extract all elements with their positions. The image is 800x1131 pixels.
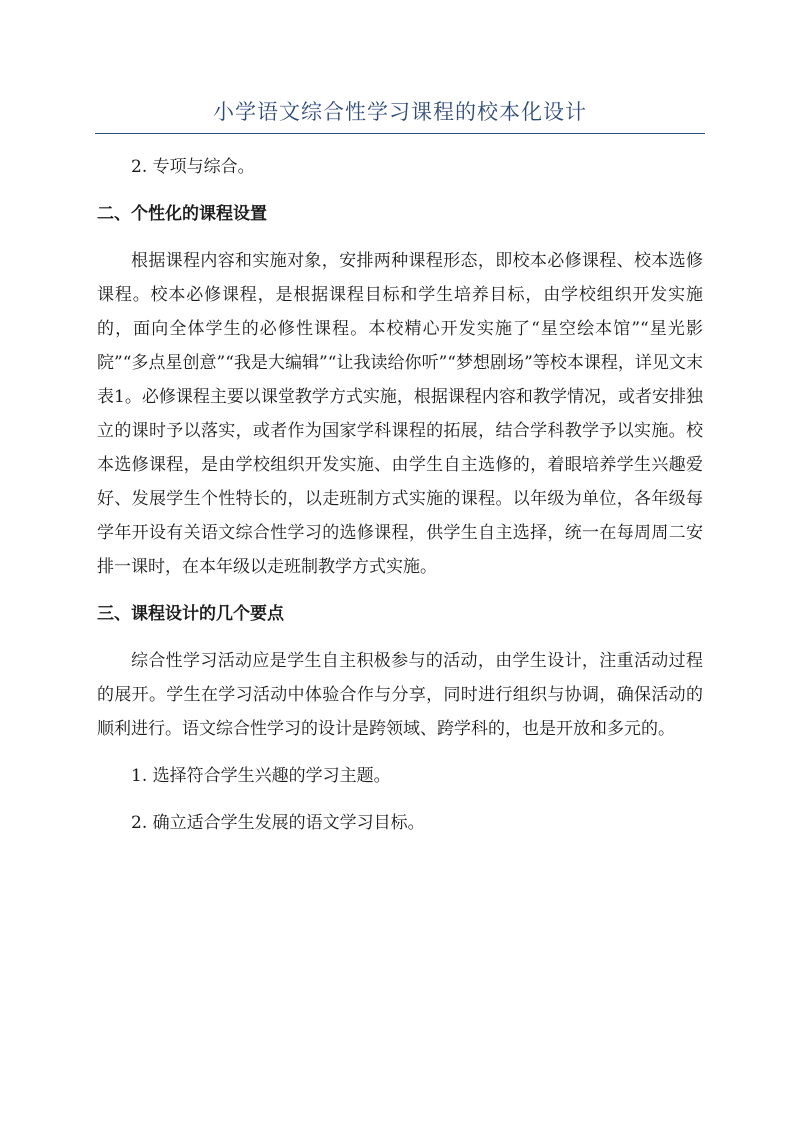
document-body [97,150,703,840]
paragraph-course-setting: 根据课程内容和实施对象，安排两种课程形态，即校本必修课程、校本选修课程。校本必修课程，是根据课程目标和学生培养目标，由学校组织开发实施的，面向全体学生的必修性课程。本校精心开发实施了“星空绘本馆”“星光影院”“多点星创意”“我是大编辑”“让我读给你听”“梦想剧场”等校本课程，详见文末表1。必修课程主要以课堂教学方式实施，根据课程内容和教学情况，或者安排独立的课时予以落实，或者作为国家学科课程的拓展，结合学科教学予以实施。校本选修课程，是由学校组织开发实施、由学生自主选修的，着眼培养学生兴趣爱好、发展学生个性特长的，以走班制方式实施的课程。以年级为单位，各年级每学年开设有关语文综合性学习的选修课程，供学生自主选择，统一在每周周二安排一课时，在本年级以走班制教学方式实施。 [97,251,703,577]
list-item-2-specialized-comprehensive: 2. 专项与综合。 [131,157,255,177]
paragraph-design-points: 综合性学习活动应是学生自主积极参与的活动，由学生设计，注重活动过程的展开。学生在学习活动中体验合作与分享，同时进行组织与协调，确保活动的顺利进行。语文综合性学习的设计是跨领域、跨学科的，也是开放和多元的。 [97,651,703,739]
section-heading-2: 二、个性化的课程设置 [97,204,267,224]
list-item-2-learning-goal: 2. 确立适合学生发展的语文学习目标。 [131,813,425,833]
title-divider [95,133,705,134]
list-item-1-learning-theme: 1. 选择符合学生兴趣的学习主题。 [131,766,391,786]
section-heading-3: 三、课程设计的几个要点 [97,604,284,624]
page-title: 小学语文综合性学习课程的校本化设计 [213,100,587,124]
